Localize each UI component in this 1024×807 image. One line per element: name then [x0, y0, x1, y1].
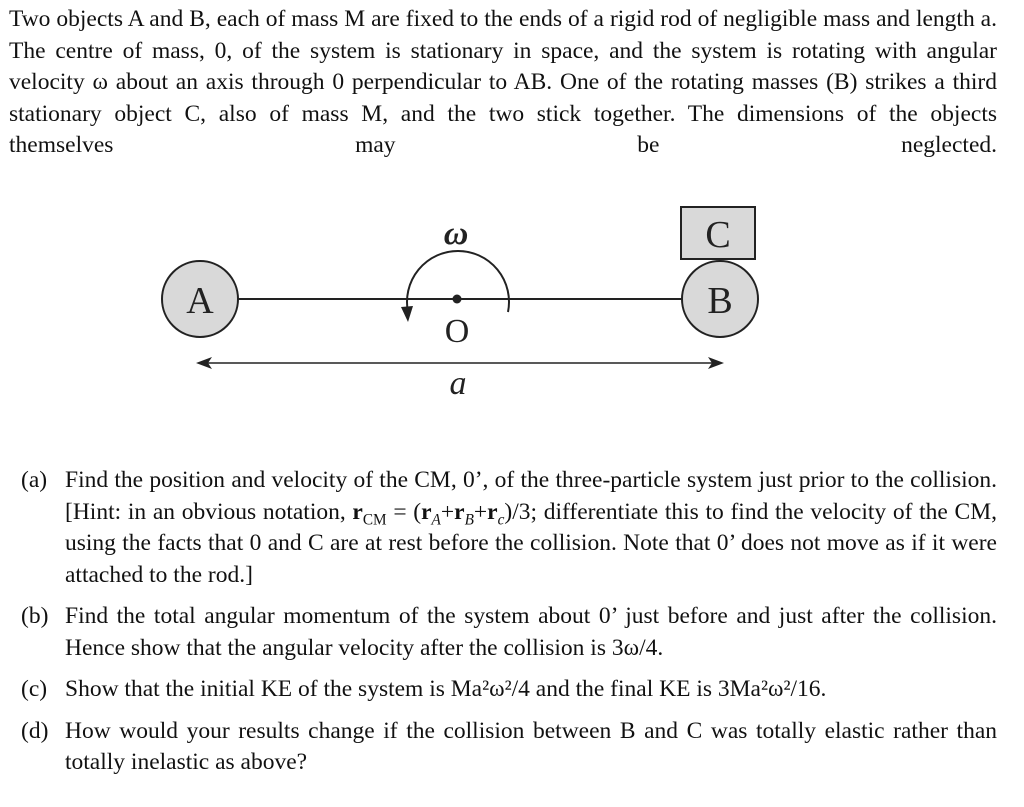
length-label: a [449, 365, 467, 402]
part-a-label: (a) [21, 467, 48, 493]
question-parts [21, 465, 997, 789]
centre-label: O [444, 313, 470, 350]
mass-b-label: B [707, 280, 733, 322]
part-a-text-2: differentiate this to find the velocity of the CM, using the facts that 0 and C are at rest before the collision. Note that 0’ does not move as if it were attached to the rod.] [65, 498, 997, 588]
part-a: (a) Find the position and velocity of the CM, 0’, of the three-particle system just prior to the collision. [Hint: in an obvious notation, $r_{CM} = (r_A+r_B+r_c)/3$; differentiate this to find the velocity of the CM, using the facts that 0 and C are at rest before the collision. Note that 0’ does not move as if it were attached to the rod.] [21, 467, 997, 588]
part-c [21, 674, 997, 706]
mass-c-label: C [705, 214, 731, 256]
part-a-formula-cm: CM [362, 511, 387, 529]
rotating-rod-diagram [150, 200, 770, 410]
mass-a-label: A [186, 280, 214, 322]
part-d-label: (d) [21, 717, 49, 744]
part-c-label: (c) [21, 676, 48, 702]
rotation-arrowhead [401, 306, 413, 322]
part-a-text-1: Find the position and velocity of the CM, 0’, of the three-particle system just prior to the collision. [Hint: in an obvious notation, [65, 467, 997, 525]
part-b [21, 601, 997, 664]
problem-intro: Two objects A and B, each of mass M are fixed to the ends of a rigid rod of negligible mass and length a. The centre of mass, 0, of the system is stationary in space, and the system is rotating with angular velocity ω about an axis through 0 perpendicular to AB. One of the rotating masses (B) strikes a third stationary object C, also of mass M, and the two stick together. The dimensions of the objects themselves may be neglected. [9, 6, 997, 158]
part-b-label: (b) [21, 603, 49, 629]
omega-label: ω [443, 215, 469, 252]
part-d [21, 716, 997, 779]
part-d-text: How would your results change if the collision between B and C was totally elastic rather than totally inelastic as above? [65, 717, 997, 775]
part-c-text: Show that the initial KE of the system is Ma²ω²/4 and the final KE is 3Ma²ω²/16. [65, 676, 827, 702]
part-b-text: Find the total angular momentum of the system about 0’ just before and just after the collision. Hence show that the angular velocity after the collision is 3ω/4. [65, 603, 997, 661]
part-a-formula-r: r [352, 498, 363, 525]
centre-of-mass-dot [453, 295, 462, 304]
